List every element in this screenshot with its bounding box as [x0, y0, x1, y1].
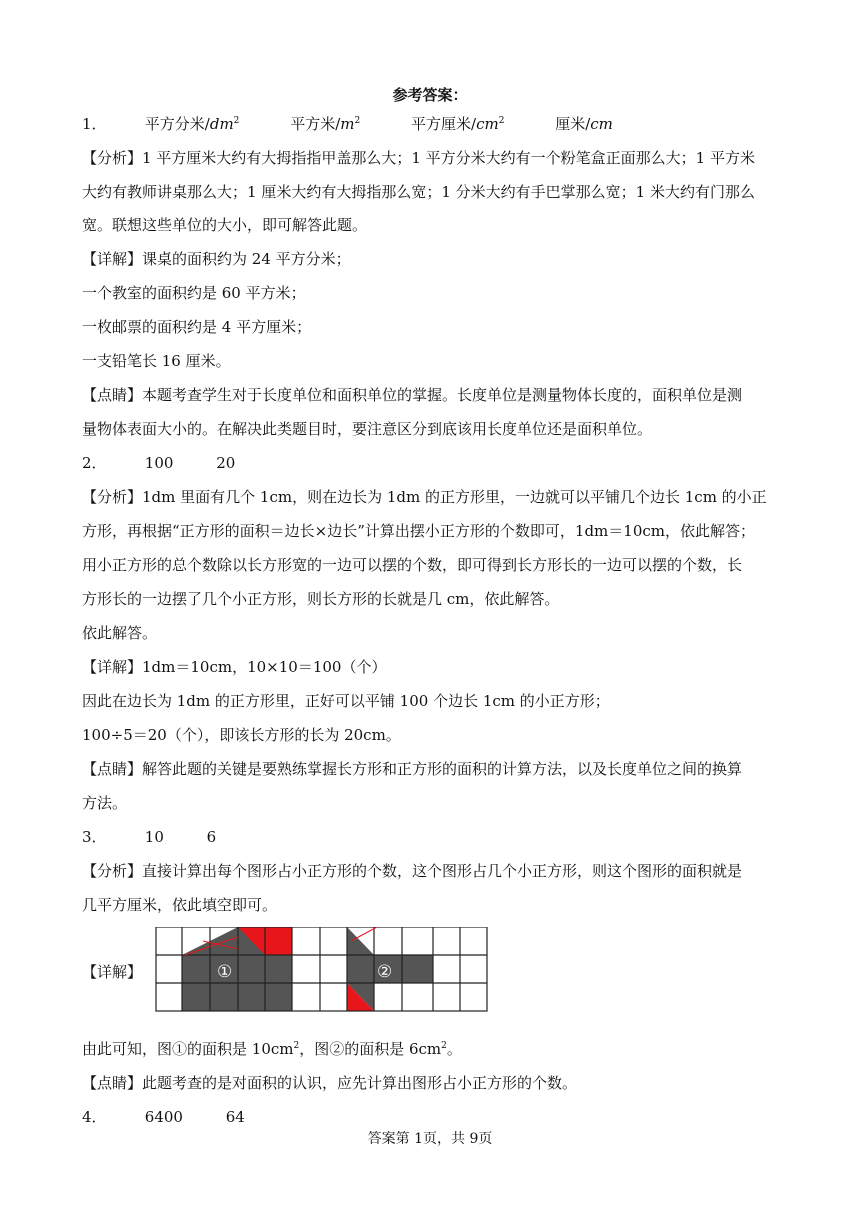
q2-answer-line [82, 452, 782, 473]
q2-analysis-line: 依此解答。 [82, 624, 158, 642]
q3-answer-1: 10 [144, 828, 164, 846]
q4-answer-1: 6400 [144, 1108, 183, 1126]
q3-number: 3． [82, 828, 107, 846]
q2-detail-line: 因此在边长为 1dm 的正方形里，正好可以平铺 100 个边长 1cm 的小正方形； [82, 692, 610, 710]
q3-answer-2: 6 [206, 828, 217, 846]
q2-analysis-line: 【分析】1dm 里面有几个 1cm，则在边长为 1dm 的正方形里，一边就可以平铺几个边长 1cm 的小正 [82, 488, 767, 506]
q2-analysis-line: 方形长的一边摆了几个小正方形，则长方形的长就是几 cm，依此解答。 [82, 590, 560, 608]
q2-comment-line: 【点睛】解答此题的关键是要熟练掌握长方形和正方形的面积的计算方法，以及长度单位之间的换算 [82, 760, 743, 778]
q2-detail-line: 100÷5＝20（个），即该长方形的长为 20cm。 [82, 726, 401, 744]
q2-comment-line: 方法。 [82, 794, 128, 812]
q1-answer-3: 平方厘米$/cm^2$ [411, 115, 505, 133]
q1-analysis-line: 宽。联想这些单位的大小，即可解答此题。 [82, 216, 368, 234]
shape-2-mark: ② [377, 962, 393, 982]
q3-figure-label: 【详解】 [82, 963, 143, 981]
q3-grid-figure [155, 927, 489, 1013]
q1-number: 1． [82, 115, 107, 133]
q2-detail-line: 【详解】1dm＝10cm，10×10＝100（个） [82, 658, 387, 676]
q2-answer-2: 20 [216, 454, 236, 472]
q3-analysis-line: 【分析】直接计算出每个图形占小正方形的个数，这个图形占几个小正方形，则这个图形的面积就是 [82, 862, 743, 880]
page-footer: 答案第 1页，共 9页 [367, 1131, 493, 1147]
q4-answer-line [82, 1106, 782, 1127]
q3-analysis-line: 几平方厘米，依此填空即可。 [82, 896, 278, 914]
q3-result-line: 由此可知，图①的面积是 $10cm^2$，图②的面积是 $6cm^2$。 [82, 1040, 462, 1058]
q1-detail-line: 一个教室的面积约是 60 平方米； [82, 284, 306, 302]
page-title: 参考答案： [392, 86, 468, 104]
q1-detail-line: 【详解】课桌的面积约为 24 平方分米； [82, 250, 351, 268]
q2-number: 2． [82, 454, 107, 472]
q1-answer-line [82, 113, 782, 134]
q1-analysis-line: 大约有教师讲桌那么大；1 厘米大约有大拇指那么宽；1 分米大约有手巴掌那么宽；1 米大约有门那么 [82, 183, 755, 201]
q1-answer-2: 平方米$/m^2$ [290, 115, 361, 133]
q3-answer-line [82, 826, 782, 847]
q1-answer-1: 平方分米$/dm^2$ [144, 115, 240, 133]
q1-comment-line: 【点睛】本题考查学生对于长度单位和面积单位的掌握。长度单位是测量物体长度的，面积单位是测 [82, 386, 743, 404]
q2-analysis-line: 方形，再根据“正方形的面积＝边长×边长”计算出摆小正方形的个数即可，1dm＝10cm，依此解答； [82, 522, 755, 540]
q2-analysis-line: 用小正方形的总个数除以长方形宽的一边可以摆的个数，即可得到长方形长的一边可以摆的个数，长 [82, 556, 743, 574]
q1-detail-line: 一枚邮票的面积约是 4 平方厘米； [82, 318, 312, 336]
q1-detail-line: 一支铅笔长 16 厘米。 [82, 352, 231, 370]
q4-answer-2: 64 [225, 1108, 245, 1126]
cut-line [351, 927, 377, 941]
q1-answer-4: 厘米/cm [555, 115, 613, 133]
q1-comment-line: 量物体表面大小的。在解决此类题目时，要注意区分到底该用长度单位还是面积单位。 [82, 420, 653, 438]
q4-number: 4． [82, 1108, 107, 1126]
q1-analysis-line: 【分析】1 平方厘米大约有大拇指指甲盖那么大；1 平方分米大约有一个粉笔盒正面那么大；1 平方米 [82, 149, 755, 167]
shape-1-mark: ① [217, 962, 233, 982]
q3-comment-line: 【点睛】此题考查的是对面积的认识，应先计算出图形占小正方形的个数。 [82, 1074, 578, 1092]
q2-answer-1: 100 [144, 454, 174, 472]
